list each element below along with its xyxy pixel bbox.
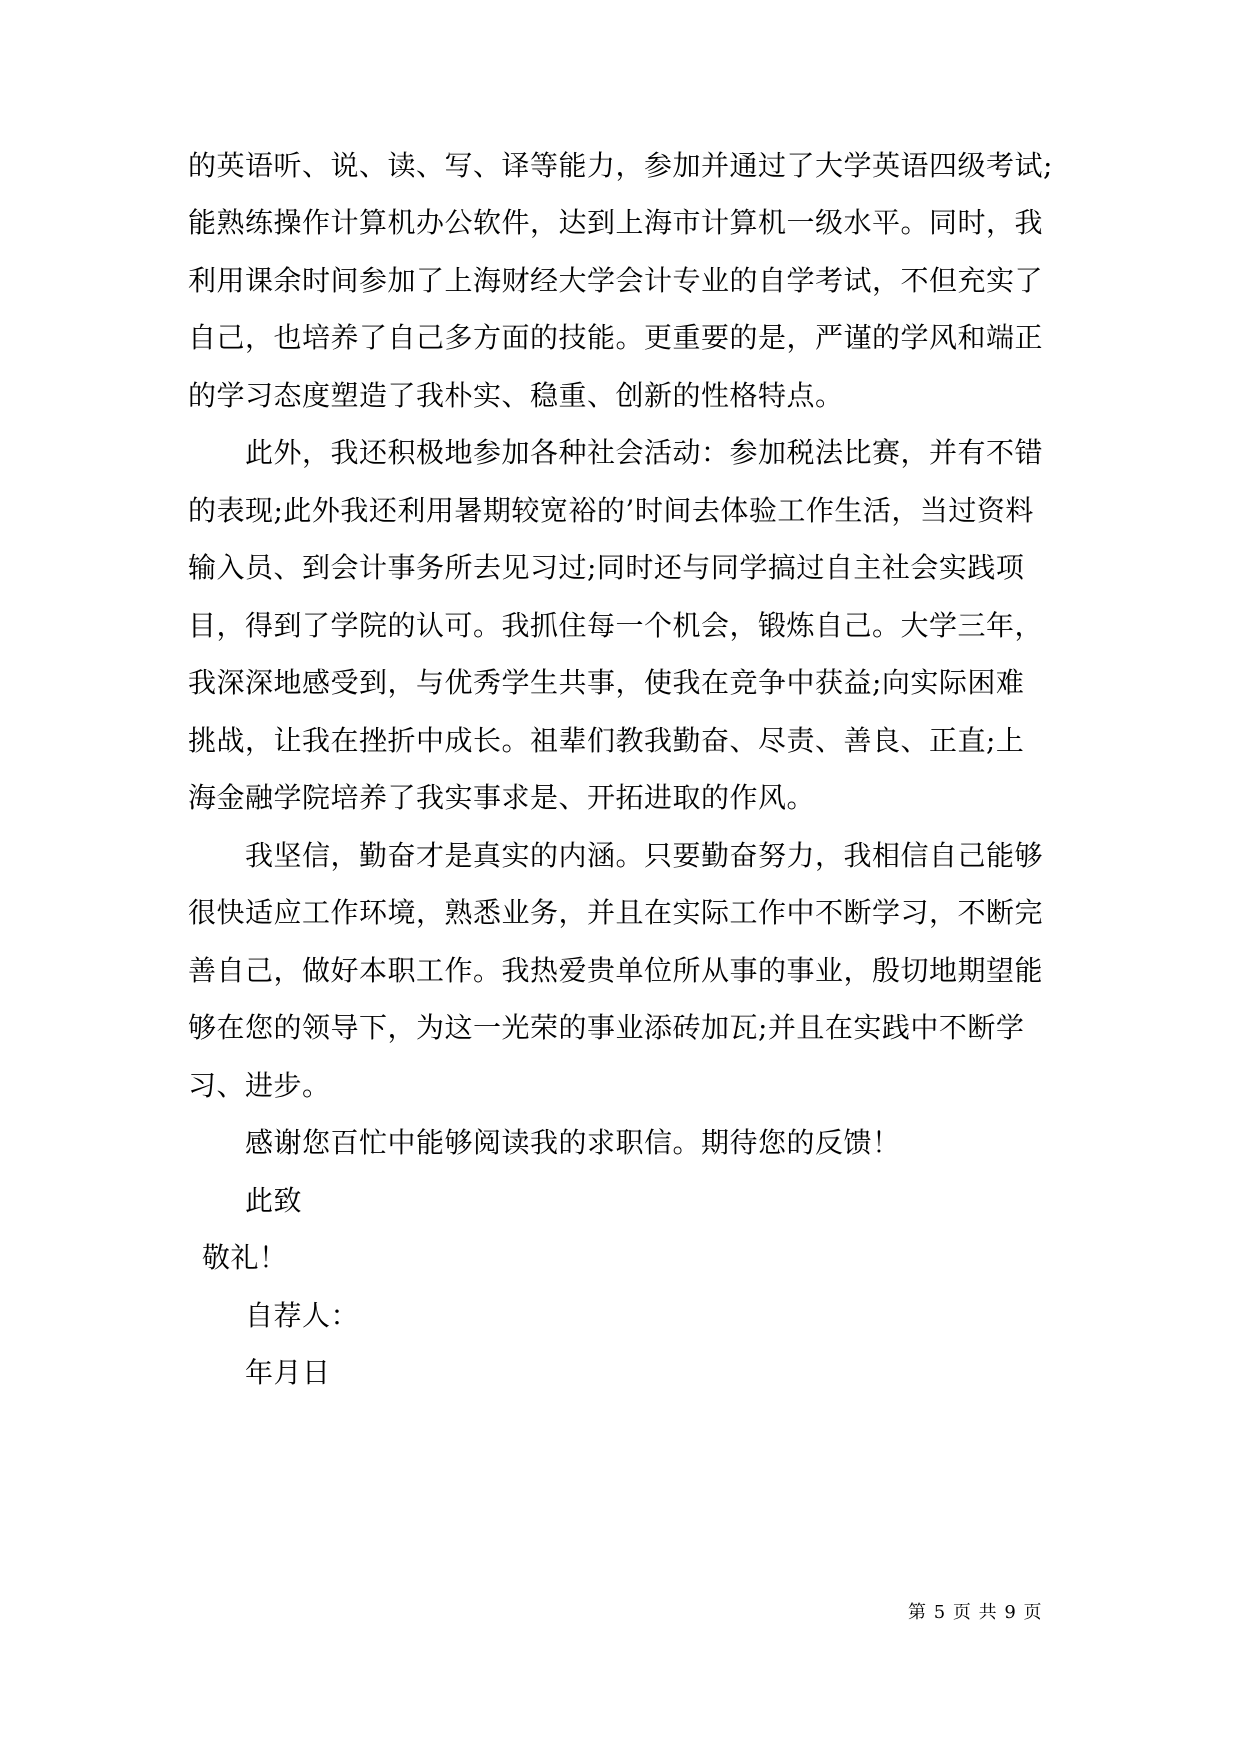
- body-line: 的表现;此外我还利用暑期较宽裕的’时间去体验工作生活，当过资料: [188, 494, 1034, 527]
- body-line: 的英语听、说、读、写、译等能力，参加并通过了大学英语四级考试;: [188, 149, 1053, 182]
- paragraph-start-line: 此外，我还积极地参加各种社会活动：参加税法比赛，并有不错: [245, 436, 1044, 469]
- body-line: 目，得到了学院的认可。我抓住每一个机会，锻炼自己。大学三年，: [188, 609, 1044, 642]
- salutation-line: 此致: [245, 1184, 303, 1217]
- salutation-line: 敬礼！: [202, 1241, 288, 1274]
- body-line: 很快适应工作环境，熟悉业务，并且在实际工作中不断学习，不断完: [188, 896, 1044, 929]
- date-label: 年月日: [245, 1356, 331, 1389]
- body-line: 利用课余时间参加了上海财经大学会计专业的自学考试，不但充实了: [188, 264, 1044, 297]
- paragraph-start-line: 我坚信，勤奋才是真实的内涵。只要勤奋努力，我相信自己能够: [245, 839, 1044, 872]
- signature-label: 自荐人：: [245, 1299, 360, 1332]
- body-line: 善自己，做好本职工作。我热爱贵单位所从事的事业，殷切地期望能: [188, 954, 1044, 987]
- body-line: 我深深地感受到，与优秀学生共事，使我在竞争中获益;向实际困难: [188, 666, 1025, 699]
- body-line: 够在您的领导下，为这一光荣的事业添砖加瓦;并且在实践中不断学: [188, 1011, 1025, 1044]
- body-line: 能熟练操作计算机办公软件，达到上海市计算机一级水平。同时，我: [188, 206, 1044, 239]
- body-line: 挑战，让我在挫折中成长。祖辈们教我勤奋、尽责、善良、正直;上: [188, 724, 1025, 757]
- body-line: 海金融学院培养了我实事求是、开拓进取的作风。: [188, 781, 816, 814]
- body-line: 自己，也培养了自己多方面的技能。更重要的是，严谨的学风和端正: [188, 321, 1044, 354]
- body-line: 输入员、到会计事务所去见习过;同时还与同学搞过自主社会实践项: [188, 551, 1025, 584]
- body-line: 习、进步。: [188, 1069, 331, 1102]
- closing-line: 感谢您百忙中能够阅读我的求职信。期待您的反馈！: [245, 1126, 901, 1159]
- body-line: 的学习态度塑造了我朴实、稳重、创新的性格特点。: [188, 379, 844, 412]
- page-number-footer: 第 5 页 共 9 页: [908, 1602, 1043, 1623]
